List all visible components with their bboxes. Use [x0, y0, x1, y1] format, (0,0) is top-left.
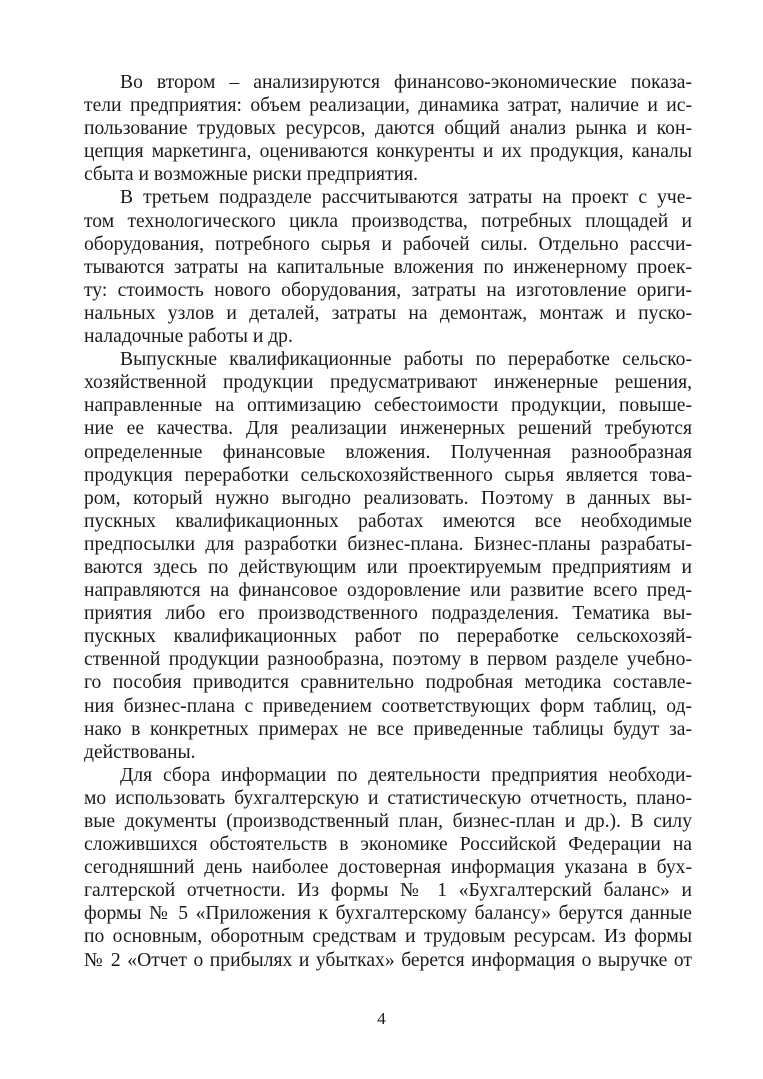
text-line: тели предприятия: объем реализации, динамика затрат, наличие и ис- [84, 95, 692, 117]
text-line: пускных квалификационных работ по переработке сельскохозяй- [84, 626, 692, 648]
text-line: Для сбора информации по деятельности предприятия необходи- [120, 764, 692, 786]
text-line: направляются на финансовое оздоровление или развитие всего пред- [84, 580, 692, 602]
text-line: хозяйственной продукции предусматривают инженерные решения, [84, 372, 692, 394]
text-line: пускных квалификационных работах имеются все необходимые [84, 510, 692, 532]
paragraph [84, 186, 692, 348]
paragraph [84, 71, 692, 186]
text-line: действованы. [84, 741, 196, 763]
text-line: приятия либо его производственного подразделения. Тематика вы- [84, 603, 692, 625]
text-line: № 2 «Отчет о прибылях и убытках» берется информация о выручке от [84, 949, 692, 971]
text-line: направленные на оптимизацию себестоимости продукции, повыше- [84, 395, 692, 417]
text-line: мо использовать бухгалтерскую и статистическую отчетность, плано- [84, 787, 692, 809]
text-line: нальных узлов и деталей, затраты на демонтаж, монтаж и пуско- [84, 302, 692, 324]
text-line: В третьем подразделе рассчитываются затраты на проект с уче- [120, 187, 692, 209]
text-line: определенные финансовые вложения. Полученная разнообразная [84, 441, 692, 463]
text-line: тываются затраты на капитальные вложения по инженерному проек- [84, 256, 692, 278]
text-line: наладочные работы и др. [84, 326, 293, 348]
text-line: нако в конкретных примерах не все приведенные таблицы будут за- [84, 718, 692, 740]
text-line: предпосылки для разработки бизнес-плана. Бизнес-планы разрабаты- [84, 533, 692, 555]
paragraph [84, 764, 692, 972]
body-text [84, 71, 692, 972]
text-line: ром, который нужно выгодно реализовать. Поэтому в данных вы- [84, 487, 692, 509]
text-line: продукция переработки сельскохозяйственного сырья является това- [84, 464, 692, 486]
text-line: том технологического цикла производства, потребных площадей и [84, 210, 692, 232]
text-line: вые документы (производственный план, бизнес-план и др.). В силу [84, 811, 692, 832]
text-line: сегодняшний день наиболее достоверная информация указана в бух- [84, 857, 692, 879]
text-line: сбыта и возможные риски предприятия. [84, 164, 419, 186]
text-line: цепция маркетинга, оцениваются конкуренты и их продукция, каналы [84, 141, 692, 163]
text-line: пользование трудовых ресурсов, даются общий анализ рынка и кон- [84, 118, 692, 140]
text-line: Выпускные квалификационные работы по переработке сельско- [120, 349, 692, 371]
text-line: галтерской отчетности. Из формы № 1 «Бухгалтерский баланс» и [84, 880, 692, 902]
text-line: Во втором – анализируются финансово-экономические показа- [120, 72, 692, 93]
text-line: ственной продукции разнообразна, поэтому в первом разделе учебно- [84, 649, 692, 671]
text-line: сложившихся обстоятельств в экономике Российской Федерации на [84, 834, 692, 856]
text-line: ту: стоимость нового оборудования, затраты на изготовление ориги- [84, 279, 692, 301]
text-line: оборудования, потребного сырья и рабочей силы. Отдельно рассчи- [84, 233, 692, 255]
text-line: формы № 5 «Приложения к бухгалтерскому балансу» берутся данные [84, 903, 692, 925]
text-line: ние ее качества. Для реализации инженерных решений требуются [84, 418, 692, 440]
text-line: ваются здесь по действующим или проектируемым предприятиям и [84, 556, 692, 578]
page-number: 4 [377, 1009, 386, 1028]
text-line: ния бизнес-плана с приведением соответствующих форм таблиц, од- [84, 695, 692, 717]
text-line: го пособия приводится сравнительно подробная методика составле- [84, 672, 692, 694]
text-line: по основным, оборотным средствам и трудовым ресурсам. Из формы [84, 926, 692, 948]
paragraph [84, 348, 692, 764]
